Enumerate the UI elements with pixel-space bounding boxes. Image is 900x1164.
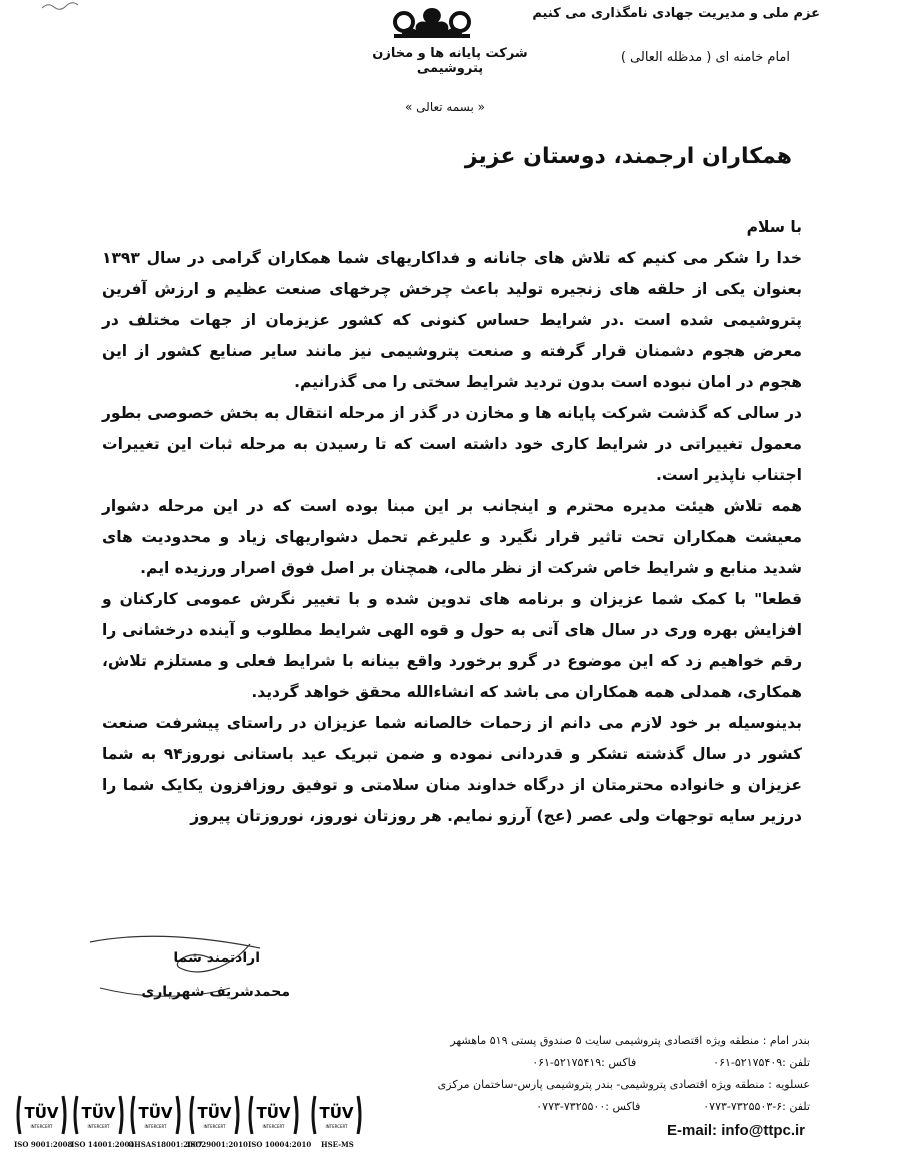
tuv-certification-icon bbox=[128, 1090, 203, 1149]
svg-text:TÜV: TÜV bbox=[319, 1104, 354, 1122]
tuv-certification-icon bbox=[14, 1090, 73, 1149]
cert-label: ISO 9001:2008 bbox=[14, 1140, 73, 1149]
certification-badges bbox=[14, 1090, 394, 1156]
paragraph: قطعا" با کمک شما عزیزان و برنامه های تدوین شده و با تغییر نگرش عمومی کارکنان و افزایش بهره وری در سال های آتی به حول و قوه الهی شرایط مطلوب و آینده درخشانی را رقم خواهیم زد که این موضوع در گرو برخورد واقع بینانه با شرایط فعلی و مستلزم تلاش، همکاری، همدلی همه همکاران می باشد که انشاءالله محقق خواهد گردید. bbox=[102, 590, 802, 701]
footer-phone-asaluyeh: تلفن :۶-۷۳۲۵۵۰۳-۰۷۷۳ فاکس :۷۳۲۵۵۰۰-۰۷۷۳ bbox=[536, 1100, 810, 1113]
svg-text:INTERCERT: INTERCERT bbox=[325, 1124, 348, 1129]
svg-text:TÜV: TÜV bbox=[256, 1104, 291, 1122]
footer-phone-bandar-imam: تلفن :۵۲۱۷۵۴۰۹-۰۶۱ فاکس :۵۲۱۷۵۴۱۹-۰۶۱ bbox=[532, 1056, 810, 1069]
basmala: « بسمه تعالی » bbox=[405, 100, 485, 114]
svg-text:TÜV: TÜV bbox=[24, 1104, 59, 1122]
footer-email: E-mail: info@ttpc.ir bbox=[667, 1122, 805, 1139]
cert-label: ISO 14001:2004 bbox=[71, 1140, 135, 1149]
svg-text:TÜV: TÜV bbox=[138, 1104, 173, 1122]
header-attribution: امام خامنه ای ( مدظله العالی ) bbox=[620, 50, 790, 65]
svg-text:TÜV: TÜV bbox=[197, 1104, 232, 1122]
paragraph: در سالی که گذشت شرکت پایانه ها و مخازن در گذر از مرحله انتقال به بخش خصوصی بطور معمول تغییراتی در شرایط کاری خود داشته است که تا رسیدن به مرحله ثبات این تغییرات اجتناب ناپذیر است. bbox=[102, 404, 802, 484]
svg-text:INTERCERT: INTERCERT bbox=[87, 1124, 110, 1129]
footer-address-bandar-imam: بندر امام : منطقه ویژه اقتصادی پتروشیمی سایت ۵ صندوق پستی ۵۱۹ ماهشهر bbox=[450, 1034, 810, 1047]
svg-text:INTERCERT: INTERCERT bbox=[30, 1124, 53, 1129]
salutation: با سلام bbox=[746, 218, 802, 236]
footer-address-asaluyeh: عسلویه : منطقه ویژه اقتصادی پتروشیمی- بندر پتروشیمی پارس-ساختمان مرکزی bbox=[437, 1078, 810, 1091]
closing-text: ارادتمند شما bbox=[173, 950, 260, 966]
paragraph: بدینوسیله بر خود لازم می دانم از زحمات خالصانه شما عزیزان در راستای پیشرفت صنعت کشور در سال گذشته تشکر و قدردانی نموده و ضمن تبریک عید باستانی نوروز۹۴ به شما عزیزان و خانواده محترمتان از درگاه خداوند منان سلامتی و توفیق روزافزون یکایک شما را درزیر سایه توجهات ولی عصر (عج) آرزو نمایم. هر روزتان نوروز، نوروزتان پیروز bbox=[102, 714, 803, 825]
cert-label: ISO 10004:2010 bbox=[248, 1140, 312, 1149]
letter-title: همکاران ارجمند، دوستان عزیز bbox=[464, 144, 792, 169]
cert-label: OHSAS18001:2007 bbox=[128, 1140, 203, 1149]
paragraph: خدا را شکر می کنیم که تلاش های جانانه و فداکاریهای شما همکاران گرامی در سال ۱۳۹۳ بعنوان یکی از حلقه های زنجیره تولید باعث چرخش چرخهای صنعت عظیم و ارزش آفرین پتروشیمی شده است .در شرایط حساس کنونی که کشور عزیزمان از جهات مختلف در معرض هجوم دشمنان قرار گرفته و صنعت پتروشیمی نیز مانند سایر صنایع کشور از این هجوم در امان نبوده است بدون تردید شرایط سختی را می گذرانیم. bbox=[102, 249, 802, 391]
tuv-certification-icon bbox=[71, 1090, 135, 1149]
company-name: شرکت پایانه ها و مخازن پتروشیمی bbox=[372, 46, 528, 76]
cert-label: ISO29001:2010 bbox=[187, 1140, 248, 1149]
svg-text:INTERCERT: INTERCERT bbox=[203, 1124, 226, 1129]
paragraph: همه تلاش هیئت مدیره محترم و اینجانب بر این مبنا بوده است که در این مرحله دشوار معیشت همکاران تحت تاثیر قرار نگیرد و علیرغم تحمل دشواریهای زیاد و محدودیت های شدید منابع و شرایط خاص شرکت از نظر مالی، همچنان بر اصل فوق اصرار ورزیده ایم. bbox=[102, 497, 802, 577]
company-logo-icon bbox=[384, 4, 480, 40]
footer-contact bbox=[410, 1030, 810, 1118]
svg-text:TÜV: TÜV bbox=[81, 1104, 116, 1122]
header-motto: عزم ملی و مدیریت جهادی نامگذاری می کنیم bbox=[532, 6, 820, 21]
margin-stamp-mark bbox=[40, 0, 80, 12]
cert-label: HSE-MS bbox=[321, 1140, 354, 1149]
tuv-certification-icon bbox=[246, 1090, 312, 1149]
svg-text:INTERCERT: INTERCERT bbox=[262, 1124, 285, 1129]
svg-text:INTERCERT: INTERCERT bbox=[144, 1124, 167, 1129]
letter-body bbox=[102, 212, 802, 832]
tuv-certification-icon bbox=[309, 1090, 364, 1149]
tuv-certification-icon bbox=[187, 1090, 248, 1149]
signatory-name: محمدشریف شهریاری bbox=[141, 984, 290, 1000]
